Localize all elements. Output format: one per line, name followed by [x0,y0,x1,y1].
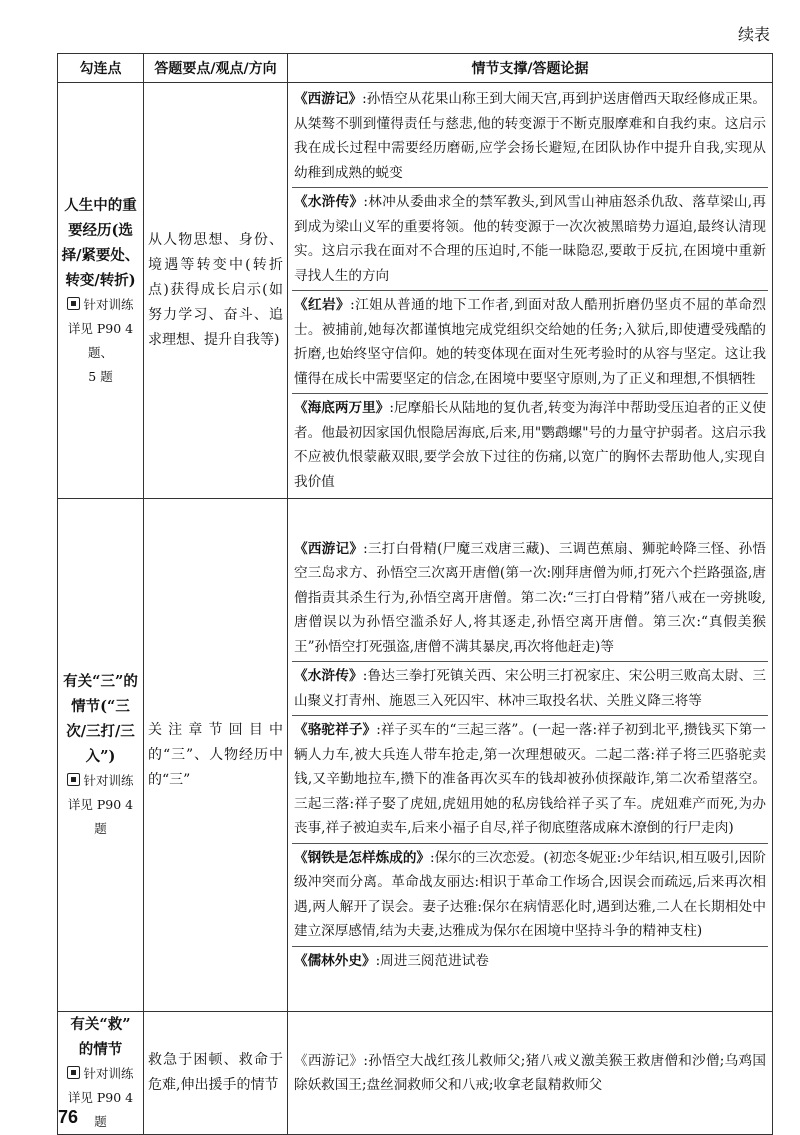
evidence-block [292,716,768,844]
table-row [58,1012,773,1135]
evidence-block [292,394,768,496]
training-ref [60,769,141,793]
header-approach: 答题要点/观点/方向 [144,54,288,83]
book-title: 《西游记》 [294,91,363,107]
link-point-line: 入”) [85,748,116,765]
evidence-block [292,188,768,291]
approach-cell: 救急于困顿、救命于危难,伸出援手的情节 [144,1012,288,1135]
evidence-text: :鲁达三拳打死镇关西、宋公明三打祝家庄、宋公明三败高太尉、三山聚义打青州、施恩三入死囚牢、林冲三取投名状、关胜义降三将等 [294,668,767,709]
evidence-text: :尼摩船长从陆地的复仇者,转变为海洋中帮助受压迫者的正义使者。他最初因家国仇恨隐居海底,后来,用"鹦鹉螺"号的力量守护弱者。这启示我不应被仇恨蒙蔽双眼,要学会放下过往的伤痛,以宽广的胸怀去帮助他人,实现自我价值 [294,400,766,490]
header-link-point: 勾连点 [58,54,144,83]
link-point-line: 情节(“三 [71,698,130,715]
evidence-cell [288,1012,773,1135]
training-ref [60,293,141,317]
book-title: 《水浒传》 [294,194,364,210]
book-title: 《钢铁是怎样炼成的》 [294,849,431,866]
evidence-block [292,947,768,976]
evidence-text: :江姐从普通的地下工作者,到面对敌人酷刑折磨仍坚贞不屈的革命烈士。被捕前,她每次都谨慎地完成党组织交给她的任务;入狱后,即使遭受残酷的折磨,也始终坚守信仰。她的转变体现在面对生死考验时的从容与坚定。这让我懂得在成长中需要坚定的信念,在困境中要坚守原则,为了正义和理想,不惧牺牲 [294,297,767,387]
link-point-line: 转变/转折) [65,271,136,289]
training-ref-page: 详见 P90 4 题 [67,1090,134,1129]
evidence-text: :祥子买车的“三起三落”。(一起一落:祥子初到北平,攒钱买下第一辆人力车,被大兵连人带车抢走,第一次理想破灭。二起二落:祥子将三匹骆驼卖钱,又辛勤地拉车,攒下的准备再次买车的钱却被孙侦探敲诈,第二次希望落空。三起三落:祥子娶了虎妞,虎妞用她的私房钱给祥子买了车。虎妞难产而死,为办丧事,祥子被迫卖车,后来小福子自尽,祥子彻底堕落成麻木潦倒的行尸走肉) [294,722,766,837]
book-title: 《水浒传》 [294,668,363,685]
continued-label: 续表 [737,25,770,44]
header-evidence: 情节支撑/答题论据 [288,54,773,83]
link-point-line: 要经历(选 [68,221,133,239]
evidence-text: 《西游记》:孙悟空大战红孩儿救师父;猪八戒义激美猴王救唐僧和沙僧;乌鸡国除妖救国王;盘丝洞救师父和八戒;收拿老鼠精救师父 [294,1052,766,1093]
evidence-text: :孙悟空从花果山称王到大闹天宫,再到护送唐僧西天取经修成正果。从桀骜不驯到懂得责任与慈悲,他的转变源于不断克服摩难和自我约束。这启示我在成长过程中需要经历磨砺,应学会扬长避短,在团队协作中提升自我,实现从幼稚到成熟的蜕变 [294,91,767,181]
evidence-block [292,1047,768,1100]
evidence-text: :周进三阅范进试卷 [375,952,489,969]
evidence-text: :保尔的三次恋爱。(初恋冬妮亚:少年结识,相互吸引,因阶级冲突而分离。革命战友丽达:相识于革命工作场合,因误会而疏远,后来再次相遇,两人解开了误会。妻子达雅:保尔在病情恶化时,遇到达雅,二人在长期相处中建立深厚感情,结为夫妻,达雅成为保尔在困境中坚持斗争的精神支柱) [294,849,767,940]
training-ref-extra: 5 题 [88,368,113,384]
training-label: 针对训练 [83,1066,134,1081]
evidence-text: :林冲从委曲求全的禁军教头,到风雪山神庙怒杀仇敌、落草梁山,再到成为梁山义军的重要将领。他的转变源于一次次被黑暗势力逼迫,最终认清现实。这启示我在面对不合理的压迫时,不能一昧隐忍,要敢于反抗,在困境中重新寻找人生的方向 [294,194,766,284]
link-point-line: 的情节 [78,1041,123,1058]
training-ref [60,1062,141,1086]
training-icon [67,1066,80,1079]
book-title: 《红岩》 [294,297,351,313]
link-point-line: 人生中的重 [64,196,137,214]
evidence-cell [288,499,773,1012]
link-point-line: 有关“三”的 [63,673,138,690]
approach-cell: 关注章节回目中的“三”、人物经历中的“三” [144,499,288,1012]
book-title: 《儒林外史》 [294,952,376,969]
evidence-text: :三打白骨精(尸魔三戏唐三藏)、三调芭蕉扇、狮驼岭降三怪、孙悟空三岛求方、孙悟空三次离开唐僧(第一次:刚拜唐僧为师,打死六个拦路强盗,唐僧指责其杀生行为,孙悟空离开唐僧。第二次:“三打白骨精”猪八戒在一旁挑唆,唐僧误以为孙悟空滥杀好人,将其逐走,孙悟空离开唐僧。第三次:“真假美猴王”孙悟空打死强盗,唐僧不满其暴戾,再次将他赶走)等 [294,540,767,655]
link-point-line: 有关“救” [70,1016,131,1033]
book-title: 《西游记》 [294,540,364,557]
evidence-block [292,85,768,188]
evidence-block [292,662,768,716]
book-title: 《海底两万里》 [294,400,390,416]
training-ref-page: 详见 P90 4 题、 [67,320,134,360]
evidence-cell [288,83,773,499]
link-point-cell [58,83,144,499]
link-point-line: 次/三打/三 [66,723,135,740]
page-number: 76 [58,1107,79,1127]
training-label: 针对训练 [83,773,134,788]
table-header-row [58,54,773,83]
training-label: 针对训练 [83,296,134,312]
evidence-block [292,535,768,663]
reading-table [57,53,773,1135]
table-row [58,499,773,1012]
evidence-block [292,844,768,947]
link-point-line: 择/紧要处、 [61,246,140,264]
training-ref-page: 详见 P90 4 题 [67,797,134,836]
approach-cell: 从人物思想、身份、境遇等转变中(转折点)获得成长启示(如努力学习、奋斗、追求理想、提升自我等) [144,83,288,499]
book-title: 《骆驼祥子》 [294,722,377,739]
training-icon [67,297,80,310]
training-icon [67,773,80,786]
link-point-cell [58,499,144,1012]
evidence-block [292,291,768,394]
table-row [58,83,773,499]
